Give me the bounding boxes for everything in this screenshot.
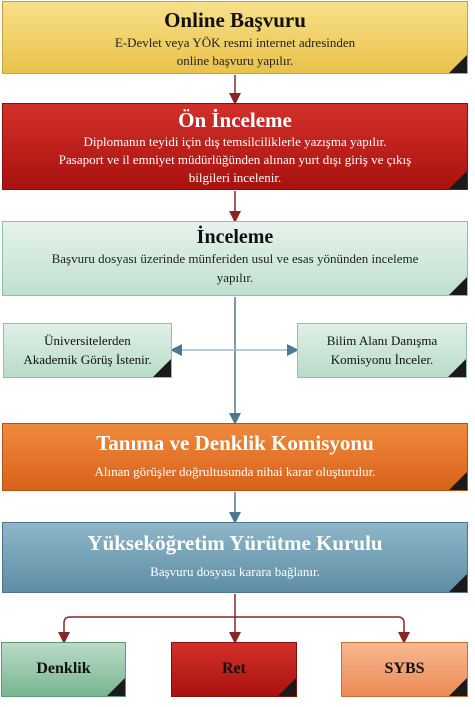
connector-to-denklik	[64, 617, 235, 638]
step-yurutme-kurulu	[2, 522, 468, 593]
outcome-ret	[171, 642, 297, 697]
corner-decoration	[449, 55, 467, 73]
step-desc-line: E-Devlet veya YÖK resmi internet adresinden	[114, 35, 356, 50]
step-tanima-denklik-komisyonu	[2, 423, 468, 491]
corner-decoration	[153, 359, 171, 377]
outcome-label: Denklik	[36, 660, 91, 677]
step-title: Tanıma ve Denklik Komisyonu	[96, 431, 374, 455]
corner-decoration	[449, 574, 467, 592]
step-desc-line: Pasaport ve il emniyet müdürlüğünden alınan yurt dışı giriş ve çıkış	[58, 152, 412, 167]
outcome-sybs	[341, 642, 468, 697]
corner-decoration	[448, 359, 466, 377]
step-online-basvuru	[2, 1, 468, 74]
step-desc-line: bilgileri incelenir.	[188, 170, 282, 185]
step-title: Online Başvuru	[164, 8, 306, 32]
step-inceleme	[2, 221, 468, 296]
corner-decoration	[449, 678, 467, 696]
corner-decoration	[107, 678, 125, 696]
step-desc-line: Komisyonu İnceler.	[330, 352, 434, 367]
step-desc-line: Akademik Görüş İstenir.	[23, 352, 152, 367]
step-universite-gorus	[3, 323, 172, 378]
outcome-label: Ret	[222, 660, 246, 677]
step-bilim-alani-komisyonu	[297, 323, 467, 378]
step-title: İnceleme	[196, 226, 274, 248]
step-desc-line: Başvuru dosyası karara bağlanır.	[150, 564, 320, 579]
step-desc-line: online başvuru yapılır.	[176, 53, 294, 68]
step-desc-line: Bilim Alanı Danışma	[326, 333, 438, 348]
corner-decoration	[449, 171, 467, 189]
step-desc-line: Diplomanın teyidi için dış temsilciliklerle yazışma yapılır.	[83, 134, 387, 149]
step-title: Ön İnceleme	[178, 108, 292, 132]
step-desc-line: Üniversitelerden	[44, 333, 131, 348]
step-desc-line: Alınan görüşler doğrultusunda nihai karar oluşturulur.	[94, 464, 376, 479]
corner-decoration	[278, 678, 296, 696]
step-on-inceleme	[2, 103, 468, 190]
corner-decoration	[449, 277, 467, 295]
step-desc-line: Başvuru dosyası üzerinde münferiden usul ve esas yönünden inceleme	[51, 251, 419, 266]
step-desc-line: yapılır.	[216, 270, 254, 285]
corner-decoration	[449, 472, 467, 490]
connector-to-sybs	[235, 617, 404, 638]
outcome-label: SYBS	[384, 660, 425, 677]
outcome-denklik	[1, 642, 126, 697]
step-title: Yükseköğretim Yürütme Kurulu	[87, 531, 383, 555]
